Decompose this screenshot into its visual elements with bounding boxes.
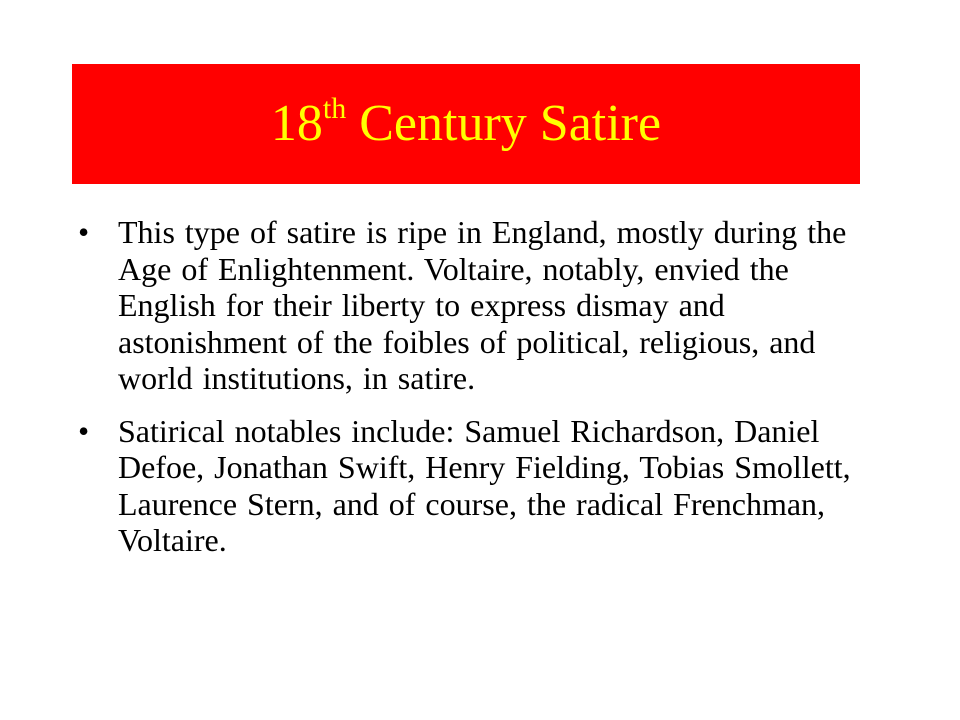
title-text: Century Satire — [346, 95, 662, 152]
bullet-item-enlightenment — [78, 214, 878, 397]
bullet-item-notables — [78, 413, 878, 559]
title-superscript: th — [322, 92, 347, 125]
bullet-marker: • — [78, 412, 90, 449]
bullet-text: This type of satire is ripe in England, mostly during the Age of Enlightenment. Voltaire, notably, envied the English for their liberty to express dismay and astonishment of the foibles of political, religious, and world institutions, in satire. — [118, 214, 847, 396]
bullet-marker: • — [78, 214, 90, 250]
slide-title — [270, 92, 662, 152]
bullet-list — [78, 214, 878, 575]
bullet-text: Satirical notables include: Samuel Richardson, Daniel Defoe, Jonathan Swift, Henry Fielding, Tobias Smollett, Laurence Stern, and of course, the radical Frenchman, Voltaire. — [118, 412, 851, 558]
title-banner — [72, 64, 860, 184]
title-number: 18 — [270, 95, 323, 152]
